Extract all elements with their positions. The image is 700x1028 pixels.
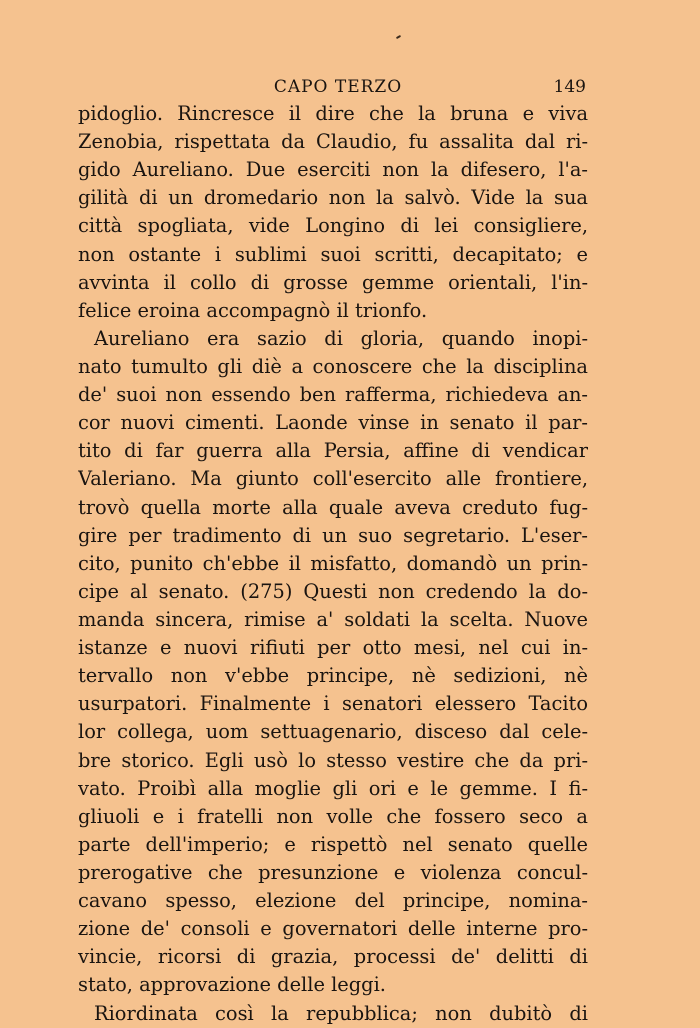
text-line: prerogative che presunzione e violenza concul- (78, 860, 588, 884)
text-line: tervallo non v'ebbe principe, nè sedizioni, nè (78, 664, 588, 688)
text-line: gido Aureliano. Due eserciti non la difesero, l'a- (78, 158, 588, 182)
text-line: cor nuovi cimenti. Laonde vinse in senato il par- (78, 411, 588, 435)
text-line: de' suoi non essendo ben rafferma, richiedeva an- (78, 383, 588, 407)
text-line: trovò quella morte alla quale aveva creduto fug- (78, 495, 588, 519)
page-number: 149 (553, 77, 586, 97)
text-line: vato. Proibì alla moglie gli ori e le gemme. I fi- (78, 776, 588, 800)
text-line: avvinta il collo di grosse gemme orientali, l'in- (78, 270, 588, 294)
ink-speck (396, 35, 401, 39)
running-title: CAPO TERZO (273, 77, 403, 97)
text-line: non ostante i sublimi suoi scritti, decapitato; e (78, 242, 588, 266)
text-line: felice eroina accompagnò il trionfo. (78, 298, 428, 322)
text-line: gliuoli e i fratelli non volle che fossero seco a (78, 804, 588, 828)
text-line: Riordinata così la repubblica; non dubitò di (94, 1001, 588, 1025)
text-line: Zenobia, rispettata da Claudio, fu assalita dal ri- (78, 130, 588, 154)
text-line: cipe al senato. (275) Questi non credendo la do- (78, 579, 588, 603)
text-line: cavano spesso, elezione del principe, nomina- (78, 889, 588, 913)
text-line: manda sincera, rimise a' soldati la scelta. Nuove (78, 607, 588, 631)
body-text (78, 100, 588, 1028)
text-line: pidoglio. Rincresce il dire che la bruna e viva (78, 102, 588, 125)
text-line: stato, approvazione delle leggi. (78, 973, 386, 997)
text-line: usurpatori. Finalmente i senatori elessero Tacito (78, 692, 588, 716)
page-header (90, 74, 586, 100)
text-line: tito di far guerra alla Persia, affine di vendicar (78, 439, 588, 463)
text-line: vincie, ricorsi di grazia, processi de' delitti di (78, 945, 588, 969)
text-line: lor collega, uom settuagenario, disceso dal cele- (78, 720, 588, 744)
text-line: Valeriano. Ma giunto coll'esercito alle frontiere, (78, 467, 588, 491)
text-line: nato tumulto gli diè a conoscere che la disciplina (78, 354, 588, 378)
text-line: Aureliano era sazio di gloria, quando inopi- (94, 326, 588, 350)
text-line: città spogliata, vide Longino di lei consigliere, (78, 214, 588, 238)
text-line: gilità di un dromedario non la salvò. Vide la sua (78, 186, 588, 210)
text-line: zione de' consoli e governatori delle interne pro- (78, 917, 588, 941)
text-line: cito, punito ch'ebbe il misfatto, domandò un prin- (78, 551, 588, 575)
text-line: gire per tradimento di un suo segretario. L'eser- (78, 523, 588, 547)
text-line: parte dell'imperio; e rispettò nel senato quelle (78, 832, 588, 856)
text-line: istanze e nuovi rifiuti per otto mesi, nel cui in- (78, 636, 588, 660)
text-line: bre storico. Egli usò lo stesso vestire che da pri- (78, 748, 588, 772)
